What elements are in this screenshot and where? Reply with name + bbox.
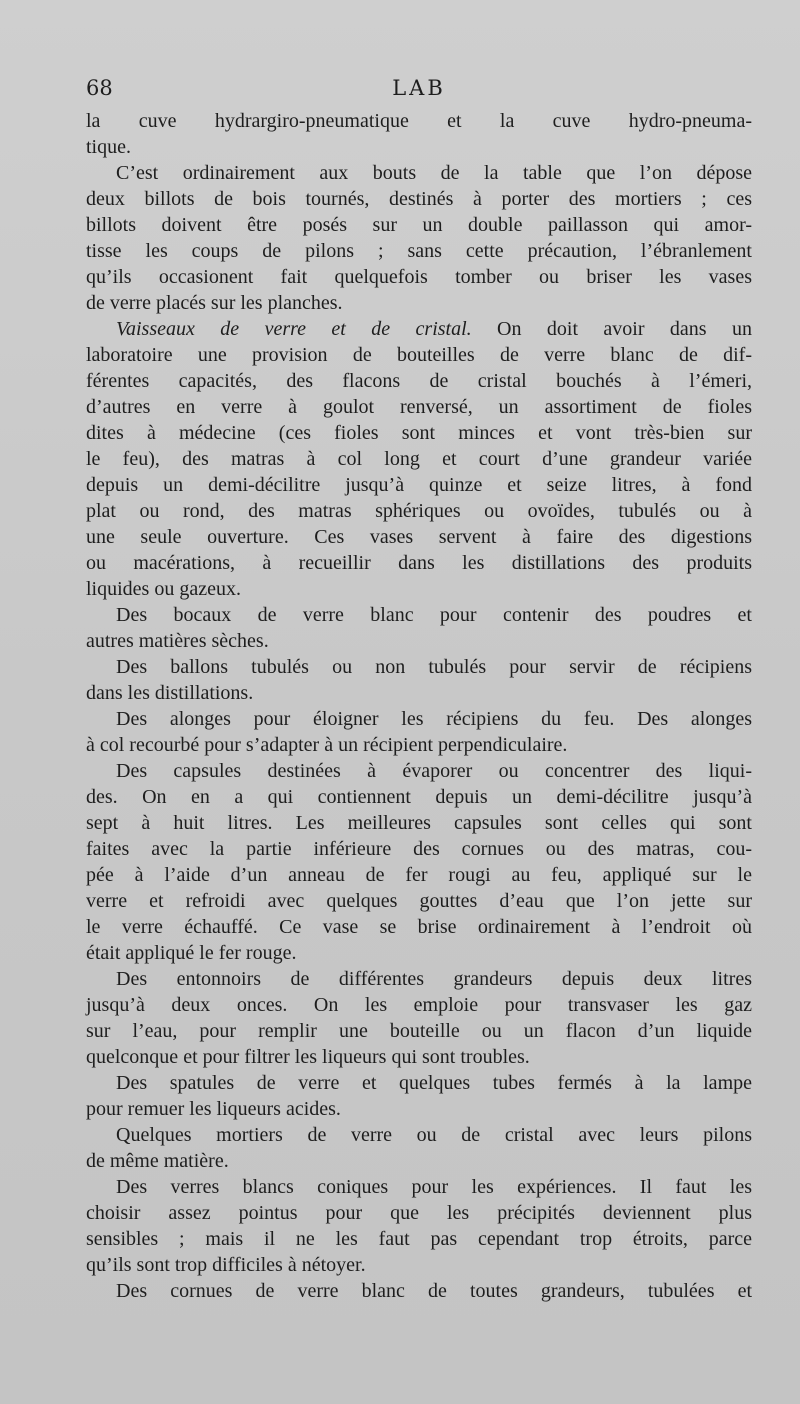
- text-line: Des entonnoirs de différentes grandeurs depuis deux litres: [116, 968, 752, 990]
- text-line: liquides ou gazeux.: [86, 578, 241, 600]
- line-rest: On doit avoir dans un: [471, 318, 752, 340]
- text-line: [86, 316, 752, 342]
- text-line: des. On en a qui contiennent depuis un demi-décilitre jusqu’à: [86, 786, 752, 808]
- text-line: Quelques mortiers de verre ou de cristal avec leurs pilons: [116, 1124, 752, 1146]
- text-line: d’autres en verre à goulot renversé, un assortiment de fioles: [86, 396, 752, 418]
- text-line: tisse les coups de pilons ; sans cette précaution, l’ébranlement: [86, 240, 752, 262]
- text-line: choisir assez pointus pour que les précipités deviennent plus: [86, 1202, 752, 1224]
- text-line: sur l’eau, pour remplir une bouteille ou un flacon d’un liquide: [86, 1020, 752, 1042]
- text-line: Des verres blancs coniques pour les expériences. Il faut les: [116, 1176, 752, 1198]
- text-line: pée à l’aide d’un anneau de fer rougi au feu, appliqué sur le: [86, 864, 752, 886]
- text-line: sept à huit litres. Les meilleures capsules sont celles qui sont: [86, 812, 752, 834]
- page-number: 68: [86, 76, 113, 100]
- page-header: [86, 76, 752, 106]
- text-line: qu’ils occasionent fait quelquefois tomber ou briser les vases: [86, 266, 752, 288]
- text-line: de même matière.: [86, 1150, 229, 1172]
- text-line: Des spatules de verre et quelques tubes fermés à la lampe: [116, 1072, 752, 1094]
- text-line: était appliqué le fer rouge.: [86, 942, 297, 964]
- text-line: laboratoire une provision de bouteilles de verre blanc de dif-: [86, 344, 752, 366]
- text-line: billots doivent être posés sur un double paillasson qui amor-: [86, 214, 752, 236]
- text-line: de verre placés sur les planches.: [86, 292, 343, 314]
- text-line: dans les distillations.: [86, 682, 254, 704]
- text-line: deux billots de bois tournés, destinés à porter des mortiers ; ces: [86, 188, 752, 210]
- text-line: jusqu’à deux onces. On les emploie pour transvaser les gaz: [86, 994, 752, 1016]
- text-line: Des alonges pour éloigner les récipiens du feu. Des alonges: [116, 708, 752, 730]
- text-line: pour remuer les liqueurs acides.: [86, 1098, 341, 1120]
- text-line: le feu), des matras à col long et court d’une grandeur variée: [86, 448, 752, 470]
- text-line: dites à médecine (ces fioles sont minces et vont très-bien sur: [86, 422, 752, 444]
- running-head: LAB: [392, 76, 446, 100]
- text-line: tique.: [86, 136, 131, 158]
- text-line: C’est ordinairement aux bouts de la table que l’on dépose: [116, 162, 752, 184]
- text-line: la cuve hydrargiro-pneumatique et la cuve hydro-pneuma-: [86, 110, 752, 132]
- text-line: faites avec la partie inférieure des cornues ou des matras, cou-: [86, 838, 752, 860]
- text-line: Des cornues de verre blanc de toutes grandeurs, tubulées et: [116, 1280, 752, 1302]
- text-line: sensibles ; mais il ne les faut pas cependant trop étroits, parce: [86, 1228, 752, 1250]
- text-line: Des ballons tubulés ou non tubulés pour servir de récipiens: [116, 656, 752, 678]
- text-line: quelconque et pour filtrer les liqueurs qui sont troubles.: [86, 1046, 530, 1068]
- text-line: à col recourbé pour s’adapter à un récipient perpendiculaire.: [86, 734, 568, 756]
- text-line: une seule ouverture. Ces vases servent à faire des digestions: [86, 526, 752, 548]
- text-line: Des bocaux de verre blanc pour contenir des poudres et: [116, 604, 752, 626]
- text-line: autres matières sèches.: [86, 630, 269, 652]
- text-line: ou macérations, à recueillir dans les distillations des produits: [86, 552, 752, 574]
- text-line: Des capsules destinées à évaporer ou concentrer des liqui-: [116, 760, 752, 782]
- text-line: le verre échauffé. Ce vase se brise ordinairement à l’endroit où: [86, 916, 752, 938]
- text-line: qu’ils sont trop difficiles à nétoyer.: [86, 1254, 366, 1276]
- body-text: [86, 108, 752, 1304]
- text-line: verre et refroidi avec quelques gouttes d’eau que l’on jette sur: [86, 890, 752, 912]
- section-heading: Vaisseaux de verre et de cristal.: [116, 318, 472, 340]
- text-line: depuis un demi-décilitre jusqu’à quinze et seize litres, à fond: [86, 474, 752, 496]
- text-line: férentes capacités, des flacons de cristal bouchés à l’émeri,: [86, 370, 752, 392]
- text-line: plat ou rond, des matras sphériques ou ovoïdes, tubulés ou à: [86, 500, 752, 522]
